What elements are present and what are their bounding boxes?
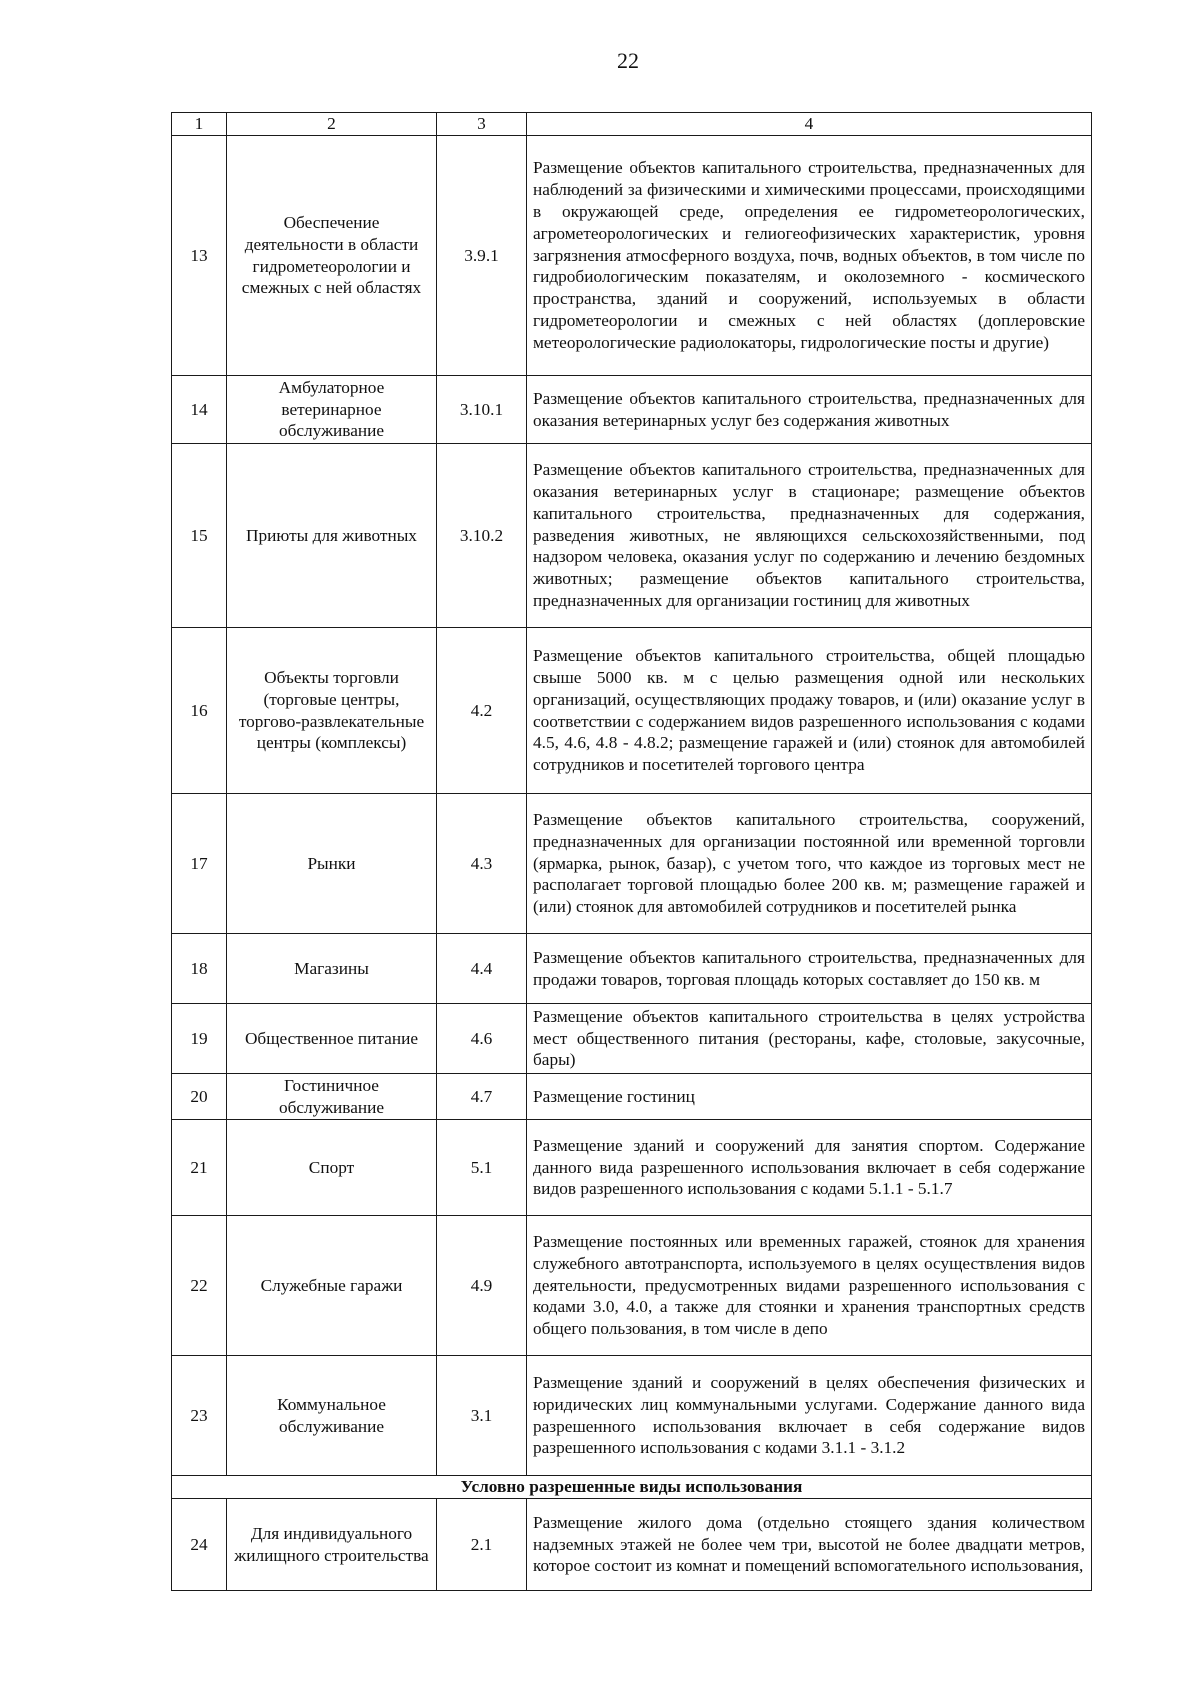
use-description: Размещение объектов капитального строительства, предназначенных для наблюдений за физическими и химическими процессами, происходящими в окружающей среде, определения ее гидрометеорологических, агрометеорологических и гелиогеофизических характеристик, уровня загрязнения атмосферного воздуха, почв, водных объектов, в том числе по гидробиологическим показателям, и околоземного - космического пространства, зданий и сооружений, используемых в области гидрометеорологии и смежных с ней областях (доплеровские метеорологические радиолокаторы, гидрологические посты и другие): [527, 136, 1092, 376]
use-code: 4.6: [437, 1004, 527, 1074]
header-cell-2: 2: [227, 113, 437, 136]
use-name: Обеспечение деятельности в области гидрометеорологии и смежных с ней областях: [227, 136, 437, 376]
row-number: 20: [172, 1074, 227, 1120]
table-row: [172, 1004, 1092, 1074]
use-code: 4.3: [437, 794, 527, 934]
use-name: Магазины: [227, 934, 437, 1004]
use-description: Размещение объектов капитального строительства, предназначенных для продажи товаров, торговая площадь которых составляет до 150 кв. м: [527, 934, 1092, 1004]
use-description: Размещение зданий и сооружений для занятия спортом. Содержание данного вида разрешенного использования включает в себя содержание видов разрешенного использования с кодами 5.1.1 - 5.1.7: [527, 1120, 1092, 1216]
table-row: [172, 376, 1092, 444]
use-code: 2.1: [437, 1499, 527, 1591]
row-number: 14: [172, 376, 227, 444]
use-description: Размещение зданий и сооружений в целях обеспечения физических и юридических лиц коммунальными услугами. Содержание данного вида разрешенного использования включает в себя содержание видов разрешенного использования с кодами 3.1.1 - 3.1.2: [527, 1356, 1092, 1476]
page-number: 22: [617, 48, 639, 73]
row-number: 22: [172, 1216, 227, 1356]
land-use-table: [171, 112, 1092, 1591]
row-number: 18: [172, 934, 227, 1004]
table-row: [172, 628, 1092, 794]
table-row: [172, 934, 1092, 1004]
row-number: 21: [172, 1120, 227, 1216]
table-row: [172, 1120, 1092, 1216]
table-row: [172, 1074, 1092, 1120]
row-number: 24: [172, 1499, 227, 1591]
use-description: Размещение жилого дома (отдельно стоящего здания количеством надземных этажей не более чем три, высотой не более двадцати метров, которое состоит из комнат и помещений вспомогательного использования,: [527, 1499, 1092, 1591]
use-description: Размещение объектов капитального строительства, предназначенных для оказания ветеринарных услуг без содержания животных: [527, 376, 1092, 444]
section-heading: Условно разрешенные виды использования: [172, 1476, 1092, 1499]
row-number: 16: [172, 628, 227, 794]
header-cell-3: 3: [437, 113, 527, 136]
use-name: Для индивидуального жилищного строительства: [227, 1499, 437, 1591]
use-description: Размещение объектов капитального строительства, предназначенных для оказания ветеринарных услуг в стационаре; размещение объектов капитального строительства, предназначенных для содержания, разведения животных, не являющихся сельскохозяйственными, под надзором человека, оказания услуг по содержанию и лечению бездомных животных; размещение объектов капитального строительства, предназначенных для организации гостиниц для животных: [527, 444, 1092, 628]
table-row: [172, 1499, 1092, 1591]
use-code: 3.10.1: [437, 376, 527, 444]
table-row: [172, 1216, 1092, 1356]
use-name: Приюты для животных: [227, 444, 437, 628]
use-description: Размещение гостиниц: [527, 1074, 1092, 1120]
use-code: 3.10.2: [437, 444, 527, 628]
use-name: Служебные гаражи: [227, 1216, 437, 1356]
use-name: Амбулаторное ветеринарное обслуживание: [227, 376, 437, 444]
row-number: 15: [172, 444, 227, 628]
section-heading-row: [172, 1476, 1092, 1499]
row-number: 19: [172, 1004, 227, 1074]
use-description: Размещение объектов капитального строительства, общей площадью свыше 5000 кв. м с целью размещения одной или нескольких организаций, осуществляющих продажу товаров, и (или) оказание услуг в соответствии с содержанием видов разрешенного использования с кодами 4.5, 4.6, 4.8 - 4.8.2; размещение гаражей и (или) стоянок для автомобилей сотрудников и посетителей торгового центра: [527, 628, 1092, 794]
use-code: 4.7: [437, 1074, 527, 1120]
table-header-row: [172, 113, 1092, 136]
row-number: 23: [172, 1356, 227, 1476]
use-name: Спорт: [227, 1120, 437, 1216]
use-code: 5.1: [437, 1120, 527, 1216]
table-row: [172, 1356, 1092, 1476]
use-name: Объекты торговли (торговые центры, торгово-развлекательные центры (комплексы): [227, 628, 437, 794]
use-code: 4.2: [437, 628, 527, 794]
use-name: Рынки: [227, 794, 437, 934]
use-code: 3.9.1: [437, 136, 527, 376]
use-description: Размещение объектов капитального строительства, сооружений, предназначенных для организации постоянной или временной торговли (ярмарка, рынок, базар), с учетом того, что каждое из торговых мест не располагает торговой площадью более 200 кв. м; размещение гаражей и (или) стоянок для автомобилей сотрудников и посетителей рынка: [527, 794, 1092, 934]
use-description: Размещение постоянных или временных гаражей, стоянок для хранения служебного автотранспорта, используемого в целях осуществления видов деятельности, предусмотренных видами разрешенного использования с кодами 3.0, 4.0, а также для стоянки и хранения транспортных средств общего пользования, в том числе в депо: [527, 1216, 1092, 1356]
use-code: 3.1: [437, 1356, 527, 1476]
table-row: [172, 136, 1092, 376]
use-name: Гостиничное обслуживание: [227, 1074, 437, 1120]
use-name: Коммунальное обслуживание: [227, 1356, 437, 1476]
header-cell-4: 4: [527, 113, 1092, 136]
table-row: [172, 444, 1092, 628]
use-description: Размещение объектов капитального строительства в целях устройства мест общественного питания (рестораны, кафе, столовые, закусочные, бары): [527, 1004, 1092, 1074]
row-number: 17: [172, 794, 227, 934]
use-code: 4.9: [437, 1216, 527, 1356]
use-name: Общественное питание: [227, 1004, 437, 1074]
header-cell-1: 1: [172, 113, 227, 136]
table-row: [172, 794, 1092, 934]
use-code: 4.4: [437, 934, 527, 1004]
row-number: 13: [172, 136, 227, 376]
